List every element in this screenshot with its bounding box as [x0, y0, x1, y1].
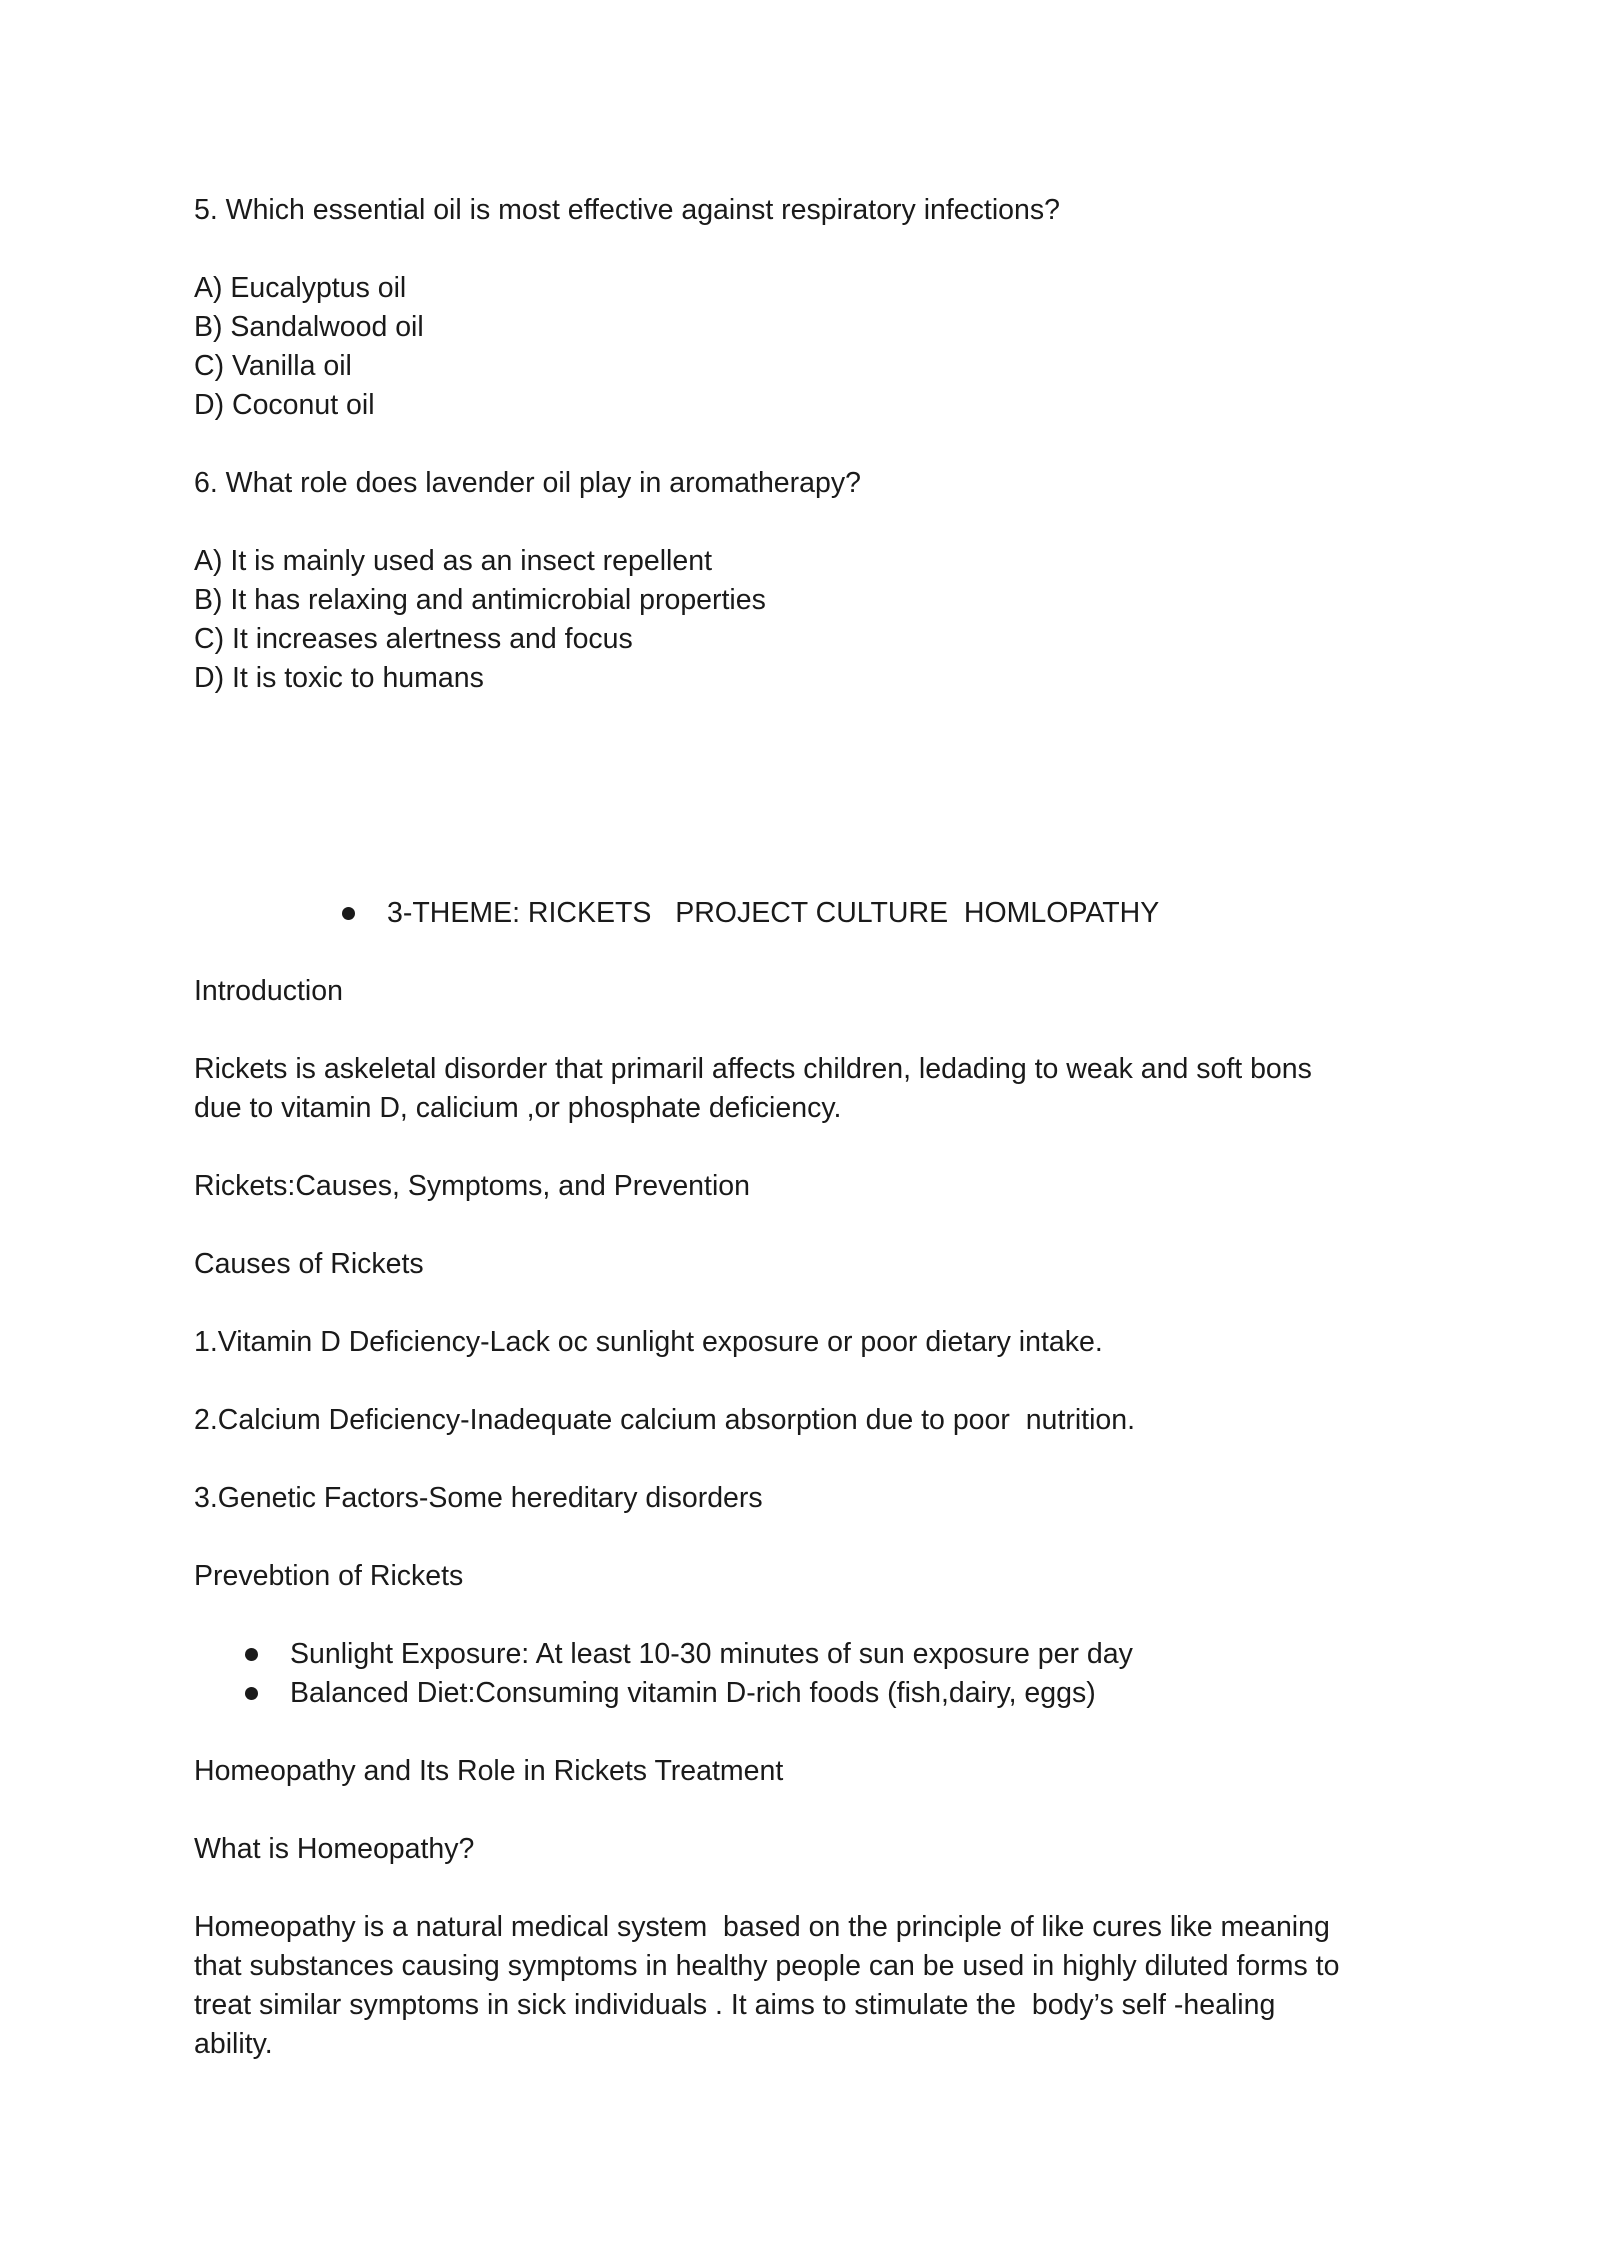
- paragraph-line: that substances causing symptoms in healthy people can be used in highly diluted forms to: [194, 1950, 1340, 1982]
- question-6: [194, 464, 1414, 503]
- paragraph-line: treat similar symptoms in sick individuals . It aims to stimulate the body’s self -healing: [194, 1989, 1276, 2021]
- answer-option: B) Sandalwood oil: [194, 311, 424, 343]
- homeopathy-paragraph: [194, 1908, 1414, 2064]
- causes-heading: [194, 1245, 1414, 1284]
- intro-paragraph: [194, 1050, 1414, 1128]
- cause-item: [194, 1323, 1414, 1362]
- answer-option: C) Vanilla oil: [194, 350, 352, 382]
- cause-text: 3.Genetic Factors-Some hereditary disorders: [194, 1482, 763, 1514]
- causes-heading-text: Causes of Rickets: [194, 1248, 424, 1280]
- prevention-item: Balanced Diet:Consuming vitamin D-rich foods (fish,dairy, eggs): [290, 1677, 1096, 1709]
- prevention-heading: [194, 1557, 1414, 1596]
- paragraph-line: Homeopathy is a natural medical system based on the principle of like cures like meaning: [194, 1911, 1330, 1943]
- answer-option: A) Eucalyptus oil: [194, 272, 407, 304]
- section-title-text: Rickets:Causes, Symptoms, and Prevention: [194, 1170, 750, 1202]
- question-5-options: [194, 269, 1414, 425]
- intro-heading-text: Introduction: [194, 975, 343, 1007]
- intro-heading: [194, 972, 1414, 1011]
- question-6-options: [194, 542, 1414, 698]
- homeopathy-heading-text: Homeopathy and Its Role in Rickets Treatment: [194, 1755, 784, 1787]
- cause-item: [194, 1479, 1414, 1518]
- answer-option: D) It is toxic to humans: [194, 662, 484, 694]
- question-text: 5. Which essential oil is most effective against respiratory infections?: [194, 194, 1060, 226]
- answer-option: D) Coconut oil: [194, 389, 375, 421]
- answer-option: C) It increases alertness and focus: [194, 623, 633, 655]
- paragraph-line: due to vitamin D, calicium ,or phosphate deficiency.: [194, 1092, 842, 1124]
- section-title: [194, 1167, 1414, 1206]
- question-5: [194, 191, 1414, 230]
- theme-heading: 3-THEME: RICKETS PROJECT CULTURE HOMLOPATHY: [387, 897, 1160, 929]
- cause-text: 2.Calcium Deficiency-Inadequate calcium absorption due to poor nutrition.: [194, 1404, 1136, 1436]
- homeopathy-heading: [194, 1752, 1414, 1791]
- bullet-icon: [342, 907, 355, 920]
- bullet-icon: [245, 1687, 258, 1700]
- answer-option: A) It is mainly used as an insect repellent: [194, 545, 712, 577]
- cause-item: [194, 1401, 1414, 1440]
- prevention-heading-text: Prevebtion of Rickets: [194, 1560, 464, 1592]
- prevention-item: Sunlight Exposure: At least 10-30 minutes of sun exposure per day: [290, 1638, 1133, 1670]
- what-is-heading: [194, 1830, 1414, 1869]
- paragraph-line: Rickets is askeletal disorder that primaril affects children, ledading to weak and soft bons: [194, 1053, 1312, 1085]
- question-text: 6. What role does lavender oil play in aromatherapy?: [194, 467, 861, 499]
- cause-text: 1.Vitamin D Deficiency-Lack oc sunlight exposure or poor dietary intake.: [194, 1326, 1103, 1358]
- bullet-icon: [245, 1648, 258, 1661]
- paragraph-line: ability.: [194, 2028, 273, 2060]
- what-is-heading-text: What is Homeopathy?: [194, 1833, 475, 1865]
- answer-option: B) It has relaxing and antimicrobial properties: [194, 584, 766, 616]
